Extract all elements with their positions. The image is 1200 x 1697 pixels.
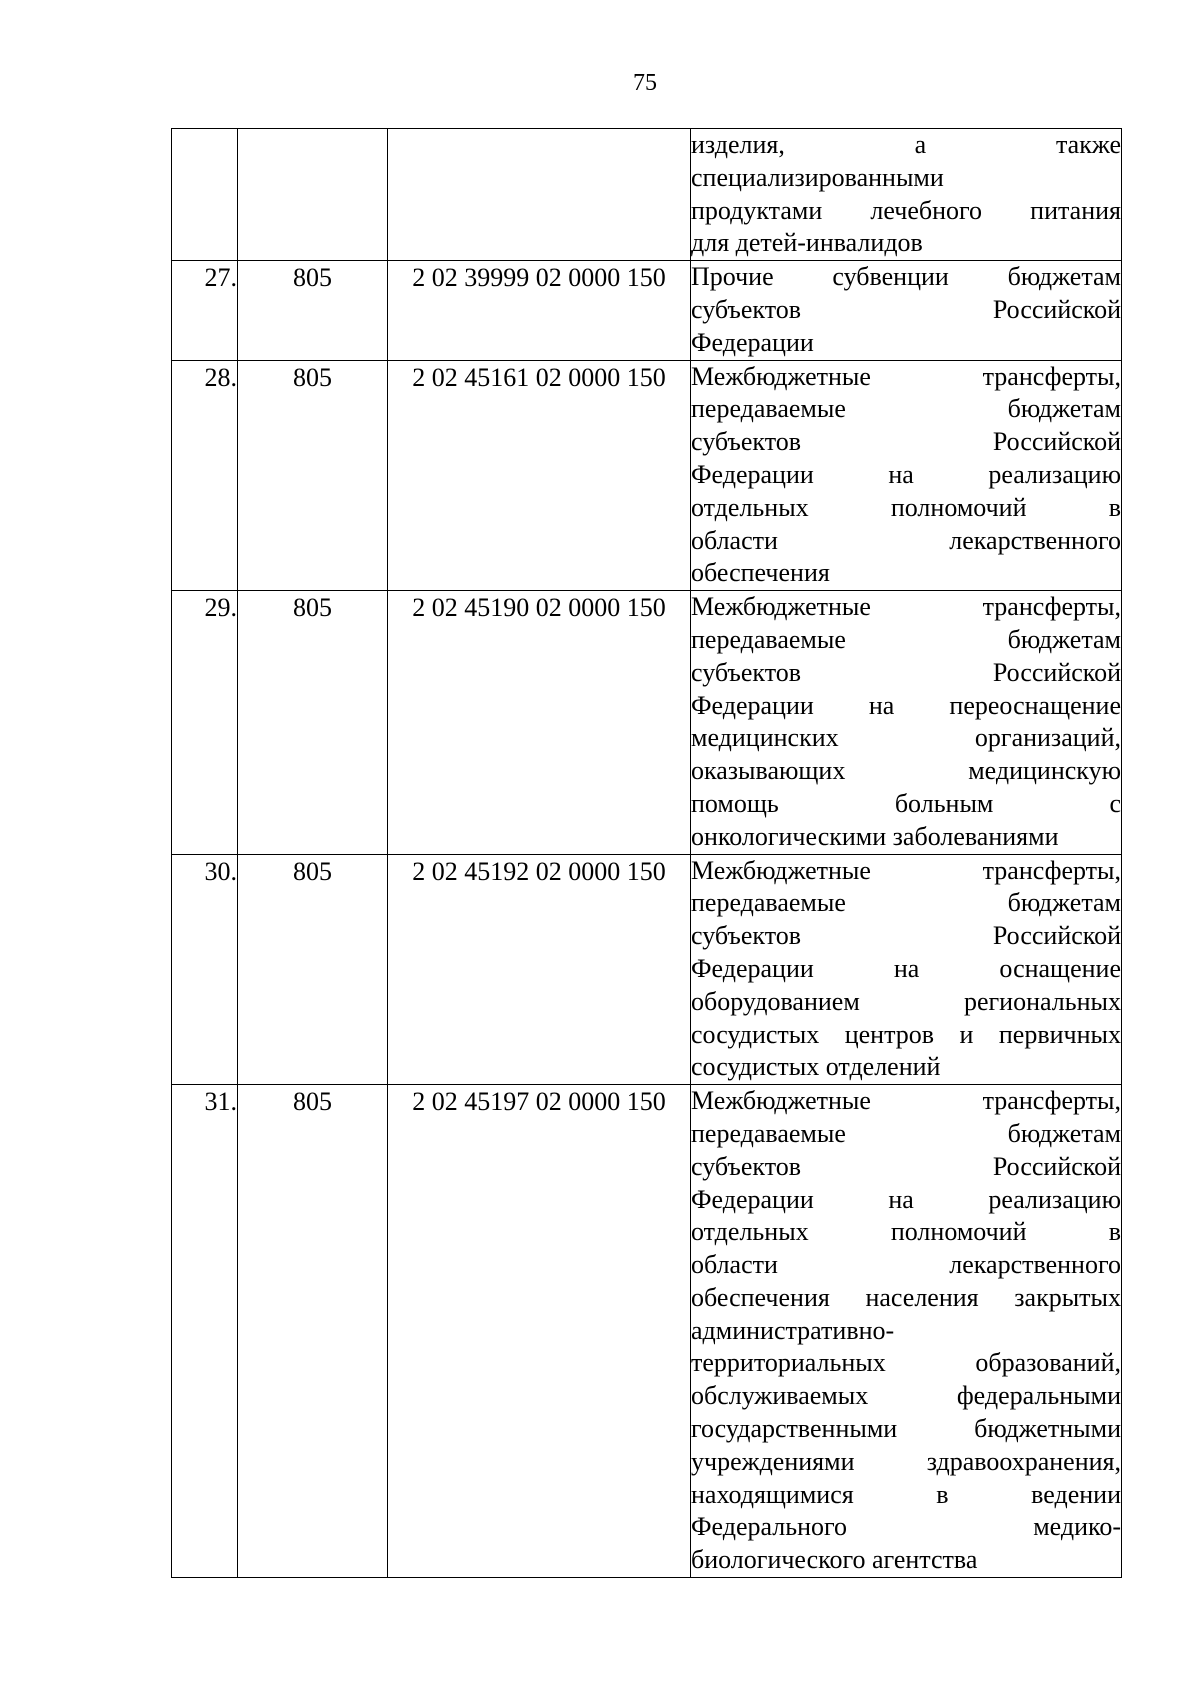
description-line: находящимися в ведении [691, 1479, 1121, 1509]
description-line: Федерации [691, 327, 814, 357]
budget-code-cell [388, 129, 691, 261]
description-line: сосудистых отделений [691, 1052, 941, 1082]
admin-code-cell: 805 [238, 360, 388, 591]
description-line: онкологическими заболеваниями [691, 821, 1059, 851]
description-line: отдельных полномочий в [691, 492, 1121, 522]
row-number-cell: 27. [172, 261, 238, 360]
description-line: территориальных образований, [691, 1348, 1121, 1378]
description-line: для детей-инвалидов [691, 228, 923, 258]
description-line: изделия, а также [691, 130, 1121, 159]
description-line: области лекарственного [691, 525, 1121, 555]
description-line: обслуживаемых федеральными [691, 1381, 1121, 1411]
description-line: передаваемые бюджетам [691, 1118, 1121, 1148]
table-row [172, 854, 1122, 1085]
row-number-cell: 29. [172, 591, 238, 854]
description-line: Межбюджетные трансферты, [691, 855, 1121, 885]
description-line: Межбюджетные трансферты, [691, 361, 1121, 391]
table-row [172, 129, 1122, 261]
description-line: субъектов Российской [691, 427, 1121, 457]
table-row [172, 591, 1122, 854]
description-line: передаваемые бюджетам [691, 624, 1121, 654]
description-line: Межбюджетные трансферты, [691, 1086, 1121, 1116]
description-cell [691, 854, 1122, 1085]
budget-code-cell: 2 02 45190 02 0000 150 [388, 591, 691, 854]
admin-code-cell: 805 [238, 1085, 388, 1578]
description-line: медицинских организаций, [691, 723, 1121, 753]
description-line: обеспечения [691, 558, 830, 588]
description-line: субъектов Российской [691, 657, 1121, 687]
table-body [172, 129, 1122, 1578]
description-line: государственными бюджетными [691, 1414, 1121, 1444]
table-row [172, 360, 1122, 591]
description-line: сосудистых центров и первичных [691, 1019, 1121, 1049]
description-cell [691, 261, 1122, 360]
row-number-cell: 31. [172, 1085, 238, 1578]
table-row [172, 261, 1122, 360]
description-cell [691, 360, 1122, 591]
description-line: Федерации на реализацию [691, 1184, 1121, 1214]
description-line: биологического агентства [691, 1545, 978, 1575]
description-line: специализированными [691, 162, 944, 192]
row-number-cell: 30. [172, 854, 238, 1085]
description-cell [691, 591, 1122, 854]
description-line: обеспечения населения закрытых [691, 1282, 1121, 1312]
table-row [172, 1085, 1122, 1578]
description-line: Федерального медико- [691, 1512, 1121, 1542]
row-number-cell: 28. [172, 360, 238, 591]
description-line: субъектов Российской [691, 921, 1121, 951]
budget-classification-table [171, 128, 1122, 1578]
description-cell [691, 129, 1122, 261]
description-line: Федерации на реализацию [691, 459, 1121, 489]
description-line: оборудованием региональных [691, 986, 1121, 1016]
description-line: передаваемые бюджетам [691, 394, 1121, 424]
description-line: оказывающих медицинскую [691, 756, 1121, 786]
description-line: продуктами лечебного питания [691, 195, 1121, 225]
description-cell [691, 1085, 1122, 1578]
description-line: Федерации на оснащение [691, 953, 1121, 983]
budget-code-cell: 2 02 45192 02 0000 150 [388, 854, 691, 1085]
admin-code-cell: 805 [238, 591, 388, 854]
description-line: субъектов Российской [691, 294, 1121, 324]
description-line: субъектов Российской [691, 1151, 1121, 1181]
admin-code-cell: 805 [238, 854, 388, 1085]
description-line: Межбюджетные трансферты, [691, 592, 1121, 622]
description-line: административно- [691, 1315, 895, 1345]
page-number: 75 [633, 70, 657, 96]
admin-code-cell [238, 129, 388, 261]
description-line: отдельных полномочий в [691, 1217, 1121, 1247]
budget-code-cell: 2 02 45161 02 0000 150 [388, 360, 691, 591]
budget-code-cell: 2 02 39999 02 0000 150 [388, 261, 691, 360]
description-line: помощь больным с [691, 788, 1121, 818]
description-line: области лекарственного [691, 1250, 1121, 1280]
row-number-cell [172, 129, 238, 261]
budget-code-cell: 2 02 45197 02 0000 150 [388, 1085, 691, 1578]
admin-code-cell: 805 [238, 261, 388, 360]
description-line: Федерации на переоснащение [691, 690, 1121, 720]
description-line: Прочие субвенции бюджетам [691, 262, 1121, 292]
description-line: передаваемые бюджетам [691, 888, 1121, 918]
description-line: учреждениями здравоохранения, [691, 1446, 1121, 1476]
